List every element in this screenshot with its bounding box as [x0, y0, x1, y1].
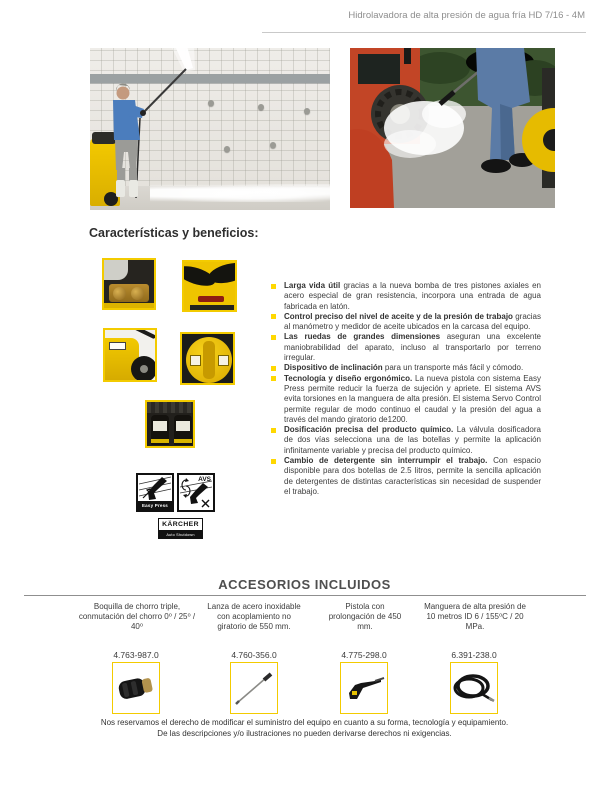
- header-divider: [262, 32, 586, 33]
- accessory-image-hose: [450, 662, 498, 714]
- accessory-image-gun: [340, 662, 388, 714]
- feature-bold: Cambio de detergente sin interrumpir el trabajo.: [284, 456, 488, 466]
- photo-vehicle-cleaning: [350, 48, 555, 208]
- high-pressure-hose-icon: [451, 663, 496, 712]
- feature-text: La nueva pistola con sistema Easy Press permite reducir la fuerza de sujeción y apriete. El sistema AVS evita torsiones en la manguera de alta presión. El sistema Servo Control permite regular de modo continuo el caudal y la presión del agua a través del mando giratorio de1200.: [284, 373, 541, 424]
- feature-item: [271, 374, 541, 425]
- grill-red-stripe: [198, 296, 224, 302]
- bottle-label: [176, 421, 190, 431]
- bullet-square-icon: [271, 376, 276, 381]
- bottle-label: [153, 421, 167, 431]
- accessory-part-number: 4.763-987.0: [113, 650, 159, 660]
- feature-bold: Tecnología y diseño ergonómico.: [284, 373, 413, 383]
- accessory-part-number: 6.391-238.0: [451, 650, 497, 660]
- pump-brass-fitting: [131, 287, 144, 300]
- accessory-description: Boquilla de chorro triple, conmutación del chorro 0⁰ / 25⁰ / 40⁰: [78, 602, 196, 631]
- feature-bold: Larga vida útil: [284, 281, 341, 290]
- feature-text: Con espacio disponible para dos botellas de 2.5 litros, permite la sencilla aplicación de detergentes de distintas características sin necesidad de suspender el trabajo.: [284, 456, 541, 496]
- bottle-yellow-stripe: [151, 439, 169, 443]
- thumb-tilt-cap: [180, 332, 235, 385]
- feature-bold: Control preciso del nivel de aceite y de la presión de trabajo: [284, 311, 513, 321]
- machine-label: [109, 342, 126, 350]
- feature-item: [271, 363, 541, 373]
- feature-bold: Las ruedas de grandes dimensiones: [284, 332, 441, 342]
- feature-text: aseguran una excelente maniobrabilidad del aparato, incluso al transportarlo por terreno irregular.: [284, 332, 541, 363]
- features-heading: Características y beneficios:: [89, 226, 259, 240]
- trigger-gun-icon: [341, 663, 386, 712]
- thumb-detergent-bottles: [145, 400, 195, 448]
- cap-grip-bar: [203, 341, 215, 379]
- page-title: Hidrolavadora de alta presión de agua fría HD 7/16 - 4M: [348, 10, 585, 21]
- feature-list: [271, 281, 541, 497]
- feature-text: La válvula dosificadora de dos vías selecciona una de las botellas y permite la aplicación infinitamente variable y precisa del producto químico.: [284, 425, 541, 455]
- brand-logo: KÄRCHER: [158, 518, 203, 531]
- pump-yellow-edge: [104, 303, 156, 308]
- accessory-part-number: 4.775-298.0: [341, 650, 387, 660]
- pump-brass-fitting: [113, 287, 126, 300]
- bullet-square-icon: [271, 428, 276, 433]
- bottle-yellow-stripe: [174, 439, 192, 443]
- bullet-square-icon: [271, 284, 276, 289]
- accessory-part-number: 4.760-356.0: [231, 650, 277, 660]
- bottle-bay-ridges: [147, 402, 195, 413]
- accessories-heading: ACCESORIOS INCLUIDOS: [218, 577, 391, 592]
- thumb-pump-detail: [102, 258, 156, 310]
- accessory-image-nozzle: [112, 662, 160, 714]
- accessory-description: Pistola con prolongación de 450 mm.: [328, 602, 402, 631]
- accessory-description: Lanza de acero inoxidable con acoplamiento no giratorio de 550 mm.: [207, 602, 301, 631]
- feature-item: [271, 312, 541, 333]
- avs-label: AVS: [198, 476, 211, 483]
- pump-silver-part: [104, 260, 128, 280]
- feature-item: [271, 332, 541, 363]
- vehicle-wash-scene: [350, 48, 555, 208]
- feature-item: [271, 281, 541, 312]
- bullet-square-icon: [271, 335, 276, 340]
- thumb-front-grill: [182, 260, 237, 312]
- avs-badge: [177, 473, 215, 512]
- triple-jet-nozzle-icon: [113, 663, 158, 712]
- bullet-square-icon: [271, 366, 276, 371]
- feature-text: gracias al manómetro y medidor de aceite ubicados en la carcasa del equipo.: [284, 311, 542, 332]
- stainless-lance-icon: [231, 663, 276, 712]
- footer-line-1: Nos reservamos el derecho de modificar el suministro del equipo en cuanto a su forma, tecnología y equipamiento.: [100, 718, 509, 727]
- operator-figure: [90, 48, 330, 210]
- brand-badge: [158, 518, 203, 539]
- accessories-divider: [24, 595, 586, 596]
- bullet-square-icon: [271, 314, 276, 319]
- grill-dark-base: [190, 305, 234, 310]
- footer-line-2: De las descripciones y/o ilustraciones no pueden derivarse derechos ni exigencias.: [157, 729, 452, 738]
- bullet-square-icon: [271, 459, 276, 464]
- feature-text: para un transporte más fácil y cómodo.: [382, 363, 524, 373]
- photo-shower-cleaning: [90, 48, 330, 210]
- feature-bold: Dispositivo de inclinación: [284, 363, 383, 373]
- feature-item: [271, 456, 541, 497]
- cap-label: [218, 355, 229, 366]
- accessory-description: Manguera de alta presión de 10 metros ID 6 / 155⁰C / 20 MPa.: [424, 602, 526, 631]
- thumb-machine-wheel: [103, 328, 157, 382]
- accessory-image-lance: [230, 662, 278, 714]
- easy-press-label: Easy Press: [138, 501, 172, 510]
- feature-bold: Dosificación precisa del producto químico.: [284, 425, 454, 435]
- feature-item: [271, 425, 541, 456]
- easy-press-badge: [136, 473, 174, 512]
- footer-disclaimer: [0, 717, 609, 739]
- easy-press-gun-icon: [138, 475, 172, 501]
- brand-sub-label: Auto Shutdown: [158, 531, 203, 539]
- feature-text: gracias a la nueva bomba de tres pistones axiales en acero especial de gran resistencia, incorpora una entrada de agua fabricada en latón.: [284, 281, 542, 311]
- wheel-hub: [140, 365, 148, 373]
- cap-label: [190, 355, 201, 366]
